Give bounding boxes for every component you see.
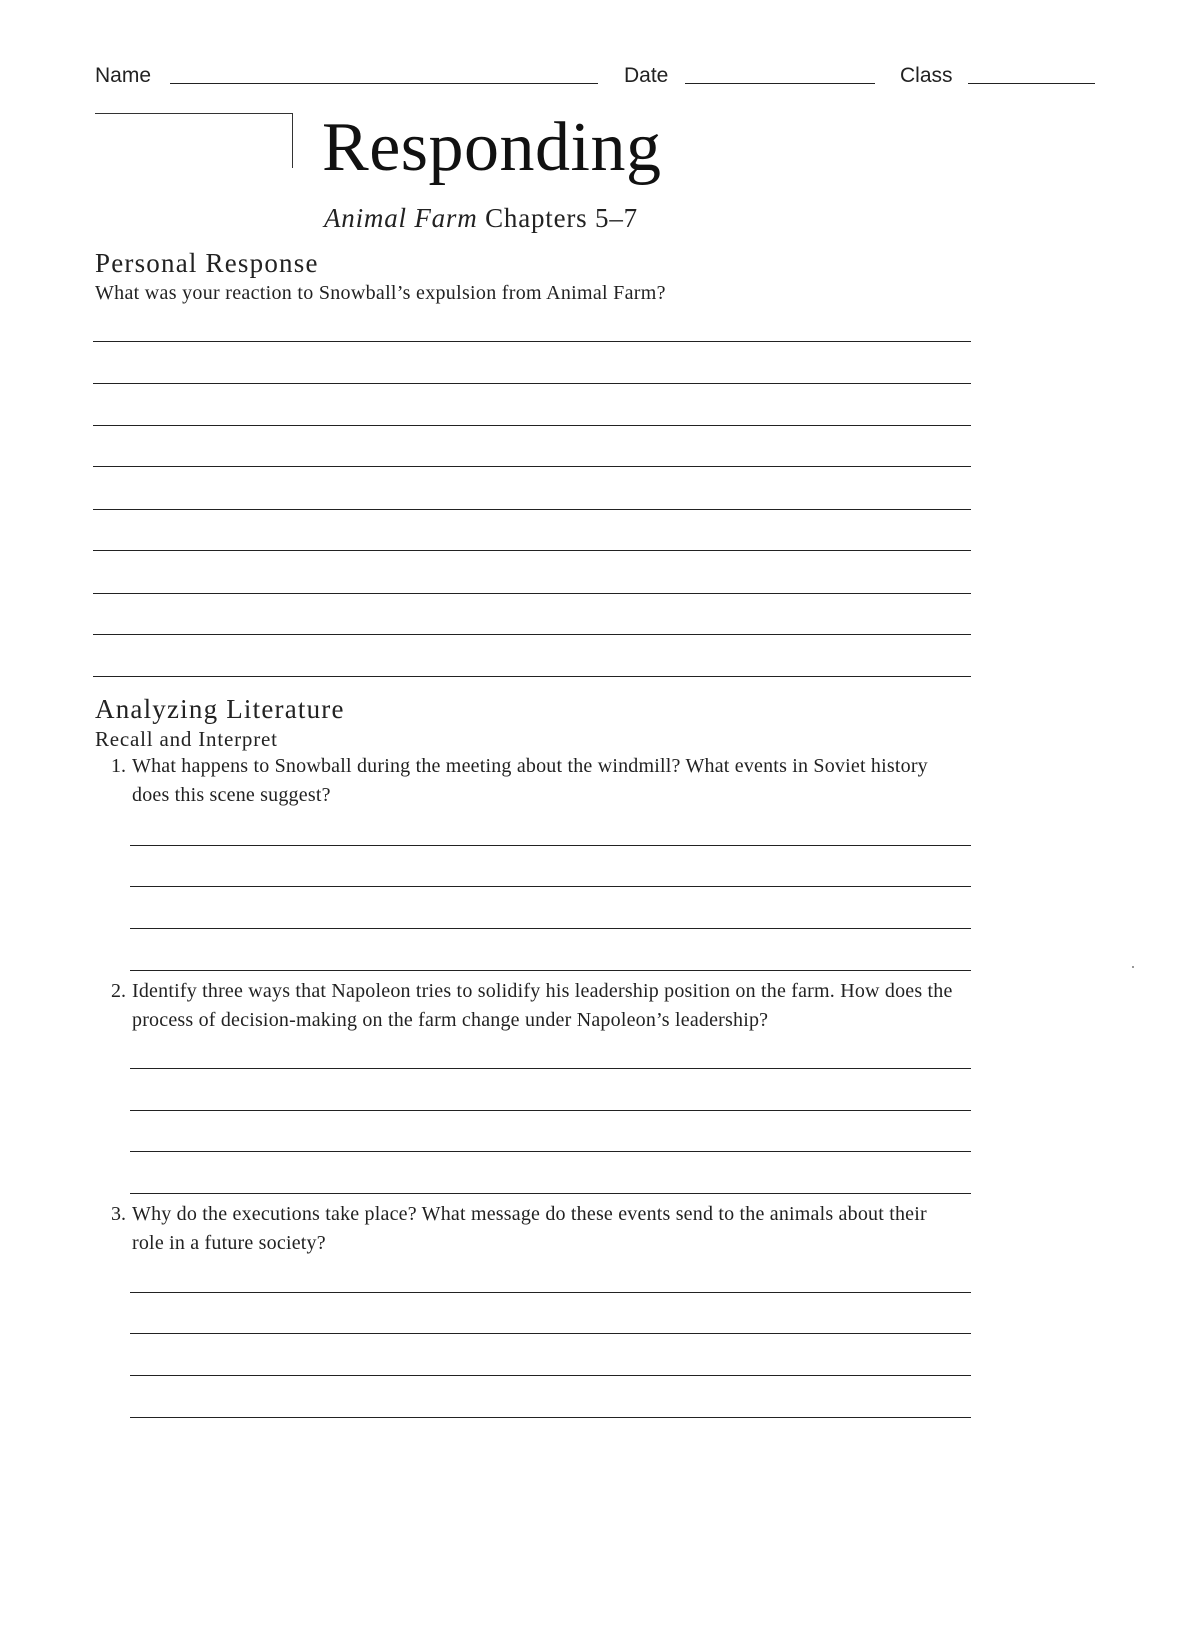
question-text: What happens to Snowball during the meeting about the windmill? What events in Soviet history does this scene suggest?: [132, 755, 928, 806]
answer-line[interactable]: [93, 466, 971, 467]
personal-response-prompt: What was your reaction to Snowball’s expulsion from Animal Farm?: [95, 282, 666, 304]
answer-line[interactable]: [93, 425, 971, 426]
answer-line[interactable]: [130, 1333, 971, 1334]
answer-line[interactable]: [130, 845, 971, 846]
answer-line[interactable]: [93, 383, 971, 384]
class-label: Class: [900, 64, 953, 87]
analyzing-literature-heading: Analyzing Literature: [95, 694, 345, 724]
recall-interpret-subheading: Recall and Interpret: [95, 727, 278, 751]
answer-line[interactable]: [130, 1417, 971, 1418]
book-title: Animal Farm: [324, 203, 478, 233]
answer-line[interactable]: [130, 1292, 971, 1293]
answer-line[interactable]: [93, 550, 971, 551]
name-label: Name: [95, 64, 152, 87]
question-number: 1.: [111, 755, 126, 777]
answer-line[interactable]: [130, 886, 971, 887]
question-text: Why do the executions take place? What message do these events send to the animals about their role in a future society?: [132, 1203, 927, 1254]
date-field[interactable]: [685, 83, 875, 84]
page-title: Responding: [322, 109, 662, 186]
answer-line[interactable]: [130, 1068, 971, 1069]
answer-line[interactable]: [130, 1193, 971, 1194]
answer-line[interactable]: [93, 676, 971, 677]
personal-response-heading: Personal Response: [95, 248, 319, 278]
answer-line[interactable]: [93, 509, 971, 510]
page-subtitle: [324, 202, 638, 234]
answer-line[interactable]: [93, 634, 971, 635]
name-field[interactable]: [170, 83, 598, 84]
class-field[interactable]: [968, 83, 1095, 84]
answer-line[interactable]: [130, 1151, 971, 1152]
answer-line[interactable]: [93, 341, 971, 342]
scan-speck: [1132, 966, 1134, 968]
title-bracket: [95, 113, 293, 168]
question-number: 2.: [111, 980, 126, 1002]
question-number: 3.: [111, 1203, 126, 1225]
question-text: Identify three ways that Napoleon tries to solidify his leadership position on the farm. How does the process of decision-making on the farm change under Napoleon’s leadership?: [132, 980, 953, 1031]
answer-line[interactable]: [130, 1110, 971, 1111]
date-label: Date: [624, 64, 669, 87]
answer-line[interactable]: [130, 970, 971, 971]
answer-line[interactable]: [130, 928, 971, 929]
chapter-range: Chapters 5–7: [485, 203, 638, 233]
answer-line[interactable]: [93, 593, 971, 594]
answer-line[interactable]: [130, 1375, 971, 1376]
